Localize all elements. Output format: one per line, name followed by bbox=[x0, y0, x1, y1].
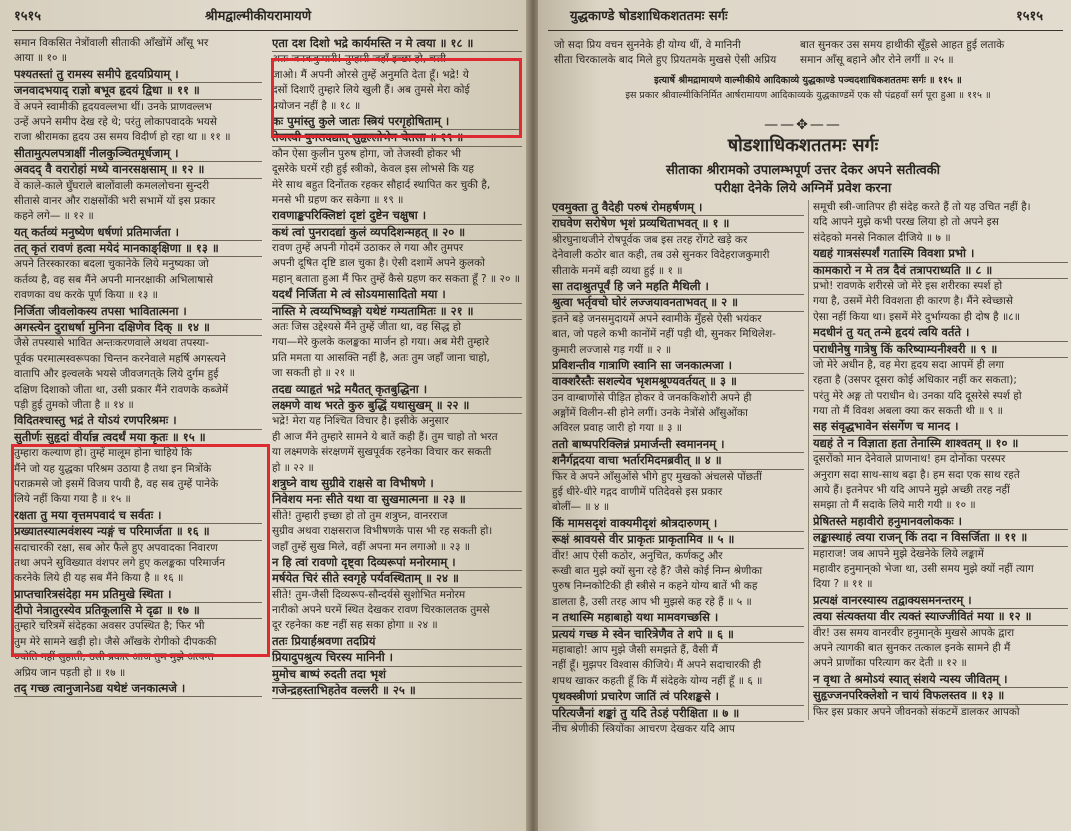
translation-line: यदि आपने मुझे कभी परख लिया हो तो अपने इस bbox=[813, 216, 999, 229]
translation-line: उन्हें अपने समीप देख रहे थे; परंतु लोकापवादके भयसे bbox=[14, 115, 217, 128]
translation-line: परंतु मेरे अङ्ग तो पराधीन थे। उनका यदि दूसरेसे स्पर्श हो bbox=[813, 389, 1022, 402]
translation-line: अपने तिरस्कारका बदला चुकानेके लिये मनुष्यका जो bbox=[14, 258, 209, 271]
sanskrit-verse-line: परित्यजैनां शङ्कां तु यदि तेऽहं परीक्षिता ॥ ७ ॥ bbox=[552, 706, 804, 722]
translation-line: जो मेरे अधीन है, वह मेरा हृदय सदा आपमें ही लगा bbox=[813, 358, 1004, 371]
highlight-box-verse-18 bbox=[271, 58, 522, 138]
translation-line: या लक्ष्मणके संरक्षणमें सुखपूर्वक रहनेका विचार कर सकती bbox=[272, 446, 492, 459]
translation-line: कर्तव्य है, वह सब मैंने अपनी मानरक्षाकी अभिलाषासे bbox=[14, 273, 214, 286]
translation-line: इतने बड़े जनसमुदायमें अपने स्वामीके मुँहसे ऐसी भयंकर bbox=[552, 312, 762, 325]
translation-line: ही आज मैंने तुम्हारे सामने ये बातें कही हैं। तुम चाहो तो भरत bbox=[272, 430, 498, 443]
translation-line: हो ॥ २२ ॥ bbox=[272, 461, 314, 474]
translation-line: रावण तुम्हें अपनी गोदमें उठाकर ले गया और तुमपर bbox=[272, 242, 464, 255]
translation-line: वे अपने स्वामीकी हृदयवल्लभा थीं। उनके प्राणवल्लभ bbox=[14, 100, 212, 113]
sanskrit-verse-line: पराधीनेषु गात्रेषु किं करिष्याम्यनीश्वरी ॥ ९ ॥ bbox=[813, 342, 1068, 358]
sanskrit-verse-line: नास्ति मे त्वय्यभिष्वङ्गो यथेष्टं गम्यतामितः ॥ २१ ॥ bbox=[272, 304, 522, 320]
translation-line: सदाचारकी रक्षा, सब ओर फैले हुए अपवादका निवारण bbox=[14, 541, 218, 554]
sanskrit-verse-line: यद्यहं गात्रसंस्पर्शं गतास्मि विवशा प्रभो । bbox=[813, 246, 1068, 262]
right-header-rule bbox=[548, 30, 1063, 31]
sanskrit-verse-line: यदर्थं निर्जिता मे त्वं सोऽयमासादितो मया । bbox=[272, 287, 522, 303]
sanskrit-verse-line: यत् कर्तव्यं मनुष्येण धर्षणां प्रतिमार्जता । bbox=[14, 225, 262, 241]
translation-line: सीते! तुम-जैसी दिव्यरूप-सौन्दर्यसे सुशोभित मनोरम bbox=[272, 588, 466, 601]
translation-line: अविरल प्रवाह जारी हो गया ॥ ३ ॥ bbox=[552, 422, 683, 435]
translation-line: श्रीरघुनाथजीने रोषपूर्वक जब इस तरह रोंगटे खड़े कर bbox=[552, 233, 748, 246]
section-heading: षोडशाधिकशततमः सर्गः bbox=[727, 135, 879, 156]
translation-line: जाओ। मैं अपनी ओरसे तुम्हें अनुमति देता हूँ। भद्रे! ये bbox=[272, 68, 469, 81]
translation-line: शपथ खाकर कहती हूँ कि मैं संदेहके योग्य नहीं हूँ ॥ ६ ॥ bbox=[552, 674, 763, 687]
sanskrit-verse-line: तद् गच्छ त्वानुजानेऽद्य यथेष्टं जनकात्मजे । bbox=[14, 681, 262, 697]
sanskrit-verse-line: एवमुक्ता तु वैदेही परुषं रोमहर्षणम् । bbox=[552, 200, 804, 216]
translation-line: मनसे भी ग्रहण कर सकेगा ॥ १९ ॥ bbox=[272, 193, 404, 206]
sanskrit-verse-line: विदितश्चास्तु भद्रं ते योऽयं रणपरिश्रमः । bbox=[14, 413, 262, 429]
top-text-line: सीता चिरकालके बाद मिले हुए प्रियतमके मुखसे ऐसी अप्रिय bbox=[554, 54, 777, 67]
translation-line: दूर रहनेका कष्ट नहीं सह सका होगा ॥ २४ ॥ bbox=[272, 619, 438, 632]
translation-line: सीते! तुम्हारी इच्छा हो तो तुम शत्रुघ्न, वानरराज bbox=[272, 509, 448, 522]
translation-line: दसों दिशाएँ तुम्हारे लिये खुली हैं। अब तुमसे मेरा कोई bbox=[272, 84, 470, 97]
translation-line: ऐसा नहीं किया था। इसमें मेरे दुर्भाग्यका ही दोष है ॥८॥ bbox=[813, 310, 1021, 323]
translation-line: वीर! उस समय वानरवीर हनुमान्‌के मुखसे आपके द्वारा bbox=[813, 626, 1015, 639]
translation-line: रावणका वध करके पूर्ण किया ॥ १३ ॥ bbox=[14, 289, 158, 302]
sanskrit-verse-line: प्रत्ययं गच्छ मे स्वेन चारित्रेणैव ते शपे ॥ ६ ॥ bbox=[552, 627, 804, 643]
translation-line: अतः जनककुमारी! तुम्हारी जहाँ इच्छा हो, चली bbox=[272, 53, 446, 66]
translation-line: फिर वे अपने आँसुओंसे भीगे हुए मुखको अंचलसे पोंछतीं bbox=[552, 470, 762, 483]
sanskrit-verse-line: न हि त्वां रावणो दृष्ट्वा दिव्यरूपां मनोरमाम् । bbox=[272, 555, 522, 571]
section-ornament: ——✥—— bbox=[764, 117, 842, 133]
sanskrit-verse-line: कथं त्वां पुनरादद्यां कुलं व्यपदिशन्महत् ॥ २० ॥ bbox=[272, 225, 522, 241]
sanskrit-verse-line: न तथास्मि महाबाहो यथा मामवगच्छसि । bbox=[552, 610, 804, 626]
translation-line: जैसे तपस्यासे भावित अन्तःकरणवाले अथवा तपस्या- bbox=[14, 337, 210, 350]
translation-line: महावीर हनुमान्‌को भेजा था, उसी समय मुझे क्यों नहीं त्याग bbox=[813, 562, 1034, 575]
translation-line: हुई धीरे-धीरे गद्गद वाणीमें पतिदेवसे इस प्रकार bbox=[552, 486, 723, 499]
translation-line: अपनी दूषित दृष्टि डाल चुका है। ऐसी दशामें अपने कुलको bbox=[272, 257, 485, 270]
sanskrit-verse-line: रावणाङ्कपरिक्लिष्टां दृष्टां दुष्टेन चक्षुषा । bbox=[272, 208, 522, 224]
top-text-line: समान आँसू बहाने और रोने लगीं ॥ २५ ॥ bbox=[800, 54, 954, 67]
sanskrit-verse-line: निर्जिता जीवलोकस्य तपसा भावितात्मना । bbox=[14, 304, 262, 320]
sanskrit-verse-line: अगस्त्येन दुराधर्षा मुनिना दक्षिणेव दिक् ॥ १४ ॥ bbox=[14, 320, 262, 336]
translation-line: समान विकसित नेत्रोंवाली सीताकी आँखोंमें आँसू भर bbox=[14, 37, 209, 49]
right-page-number: १५१५ bbox=[1016, 9, 1044, 24]
translation-line: रूखी बात मुझे क्यों सुना रहे हैं? जैसे कोई निम्न श्रेणीका bbox=[552, 564, 763, 577]
translation-line: अपने त्यागकी बात सुनकर तत्काल इनके सामने ही मैं bbox=[813, 641, 1011, 654]
translation-line: वे काले-काले घुँघराले बालोंवाली कमललोचना सुन्दरी bbox=[14, 179, 210, 192]
right-running-title: युद्धकाण्डे षोडशाधिकशततमः सर्गः bbox=[570, 9, 728, 24]
sanskrit-verse-line: मर्षयेत चिरं सीते स्वगृहे पर्यवस्थिताम् ॥ २४ ॥ bbox=[272, 571, 522, 587]
top-text-line: बात सुनकर उस समय हाथीकी सूँड़से आहत हुई लताके bbox=[800, 39, 1005, 51]
translation-line: आये हैं। इतनेपर भी यदि आपने मुझे अच्छी तरह नहीं bbox=[813, 484, 1010, 497]
sanskrit-verse-line: सुतीर्णः सुहृदां वीर्यान्न त्वदर्थं मया कृतः ॥ १५ ॥ bbox=[14, 430, 262, 446]
sanskrit-verse-line: रक्षता तु मया वृत्तमपवादं च सर्वतः । bbox=[14, 508, 262, 524]
translation-line: कहने लगे— ॥ १२ ॥ bbox=[14, 210, 94, 223]
sanskrit-verse-line: तत् कृतं रावणं हत्वा मयेदं मानकाङ्क्षिणा ॥ १३ ॥ bbox=[14, 241, 262, 257]
sanskrit-verse-line: रूक्षं श्रावयसे वीर प्राकृतः प्राकृतामिव ॥ ५ ॥ bbox=[552, 532, 804, 548]
sanskrit-verse-line: प्राप्तचारित्रसंदेहा मम प्रतिमुखे स्थिता । bbox=[14, 587, 262, 603]
translation-line: अतः जिस उद्देश्यसे मैंने तुम्हें जीता था, वह सिद्ध हो bbox=[272, 321, 461, 334]
translation-line: दूसरोंको मान देनेवाले प्राणनाथ! हम दोनोंका परस्पर bbox=[813, 453, 1006, 466]
translation-line: डालता है, उसी तरह आप भी मुझसे कह रहे हैं ॥ ५ ॥ bbox=[552, 595, 752, 608]
translation-line: प्रयोजन नहीं है ॥ १८ ॥ bbox=[272, 99, 361, 112]
translation-line: मैंने जो यह युद्धका परिश्रम उठाया है तथा इन मित्रोंके bbox=[14, 462, 212, 475]
sanskrit-verse-line: पश्यतस्तां तु रामस्य समीपे हृदयप्रियाम् । bbox=[14, 67, 262, 83]
top-text-line: जो सदा प्रिय वचन सुननेके ही योग्य थीं, वे मानिनी bbox=[554, 39, 741, 51]
translation-line: तुम्हारे चरित्रमें संदेहका अवसर उपस्थित है; फिर भी bbox=[14, 620, 205, 633]
translation-line: राजा श्रीरामका हृदय उस समय विदीर्ण हो रहा था ॥ ११ ॥ bbox=[14, 131, 231, 144]
sanskrit-verse-line: ततो बाष्पपरिक्लिन्नं प्रमार्जन्ती स्वमाननम् । bbox=[552, 437, 804, 453]
translation-line: समझा तो मैं सदाके लिये मारी गयी ॥ १० ॥ bbox=[813, 499, 976, 512]
translation-line: अनुराग सदा साथ-साथ बढ़ा है। हम सदा एक साथ रहते bbox=[813, 468, 1020, 481]
sanskrit-verse-line: जनवादभयाद् राज्ञो बभूव हृदयं द्विधा ॥ ११ ॥ bbox=[14, 83, 262, 99]
left-header-rule bbox=[12, 30, 518, 31]
translation-line: भद्रे! मेरा यह निश्चित विचार है। इसीके अनुसार bbox=[272, 415, 449, 428]
right-page bbox=[538, 0, 1071, 831]
sanskrit-verse-line: पृथक्स्त्रीणां प्रचारेण जातिं त्वं परिशङ्कसे । bbox=[552, 689, 804, 705]
translation-line: फिर इस प्रकार अपने जीवनको संकटमें डालकर आपको bbox=[813, 705, 1020, 718]
sarga-colophon bbox=[558, 73, 1058, 104]
translation-line: गया तो मैं विवश अबला क्या कर सकती थी ॥ ९ ॥ bbox=[813, 405, 1003, 418]
sanskrit-verse-line: गजेन्द्रहस्ताभिहतेव वल्लरी ॥ २५ ॥ bbox=[272, 683, 522, 699]
translation-line: वातापि और इल्वलके भयसे जीवजगत्‌के लिये दुर्गम हुई bbox=[14, 368, 219, 381]
translation-line: उन वाग्बाणोंसे पीड़ित होकर वे जनककिशोरी अपने ही bbox=[552, 391, 752, 404]
sanskrit-verse-line: वाक्शरैस्तैः सशल्येव भृशमश्रूण्यवर्तयत् ॥ ३ ॥ bbox=[552, 374, 804, 390]
translation-line: रहता है (उसपर दूसरा कोई अधिकार नहीं कर सकता); bbox=[813, 374, 1017, 387]
sanskrit-verse-line: मदधीनं तु यत् तन्मे हृदयं त्वयि वर्तते । bbox=[813, 325, 1068, 341]
translation-line: ज्योति नहीं सुहाती, उसी प्रकार आज तुम मुझे अत्यन्त bbox=[14, 651, 214, 664]
translation-line: बोलीं— ॥ ४ ॥ bbox=[552, 501, 610, 514]
translation-line: महान् बताता हुआ मैं फिर तुम्हें कैसे ग्रहण कर सकता हूँ ? ॥ २० ॥ bbox=[272, 272, 521, 285]
sanskrit-verse-line: शत्रुघ्ने वाथ सुग्रीवे राक्षसे वा विभीषणे । bbox=[272, 476, 522, 492]
translation-line: जहाँ तुम्हें सुख मिले, वहीं अपना मन लगाओ ॥ २३ ॥ bbox=[272, 540, 471, 553]
translation-line: सीतासे वानर और राक्षसोंकी भरी सभामें यों इस प्रकार bbox=[14, 194, 216, 207]
colophon-hindi: इस प्रकार श्रीवाल्मीकिनिर्मित आर्षरामायण आदिकाव्यके युद्धकाण्डमें एक सौ पंद्रहवाँ सर्ग पूरा हुआ ॥ ११५ ॥ bbox=[625, 90, 991, 102]
right-top-column-2 bbox=[800, 38, 1062, 69]
translation-line: अप्रिय जान पड़ती हो ॥ १७ ॥ bbox=[14, 666, 126, 679]
right-top-column-1 bbox=[554, 38, 794, 69]
sanskrit-verse-line: मुमोच बाष्पं रुदती तदा भृशं bbox=[272, 667, 522, 683]
sanskrit-verse-line: श्रुत्वा भर्तृवचो घोरं लज्जयावनताभवत् ॥ २ ॥ bbox=[552, 295, 804, 311]
translation-line: आया ॥ १० ॥ bbox=[14, 52, 68, 65]
sanskrit-verse-line: त्वया संत्यक्तया वीर त्यक्तं स्याज्जीवितं मया ॥ १२ ॥ bbox=[813, 609, 1068, 625]
sanskrit-verse-line: प्रविशन्तीव गात्राणि स्वानि सा जनकात्मजा । bbox=[552, 358, 804, 374]
translation-line: तुम मेरे सामने खड़ी हो। जैसे आँखके रोगीको दीपककी bbox=[14, 635, 217, 648]
sanskrit-verse-line: दीपो नेत्रातुरस्येव प्रतिकूलासि मे दृढा ॥ १७ ॥ bbox=[14, 603, 262, 619]
colophon-sanskrit: इत्यार्षे श्रीमद्रामायणे वाल्मीकीये आदिकाव्ये युद्धकाण्डे पञ्चदशाधिकशततमः सर्गः ॥ ११५ ॥ bbox=[654, 75, 962, 86]
left-page-number: १५१५ bbox=[14, 9, 42, 24]
translation-line: संदेहको मनसे निकाल दीजिये ॥ ७ ॥ bbox=[813, 231, 951, 244]
translation-line: वीर! आप ऐसी कठोर, अनुचित, कर्णकटु और bbox=[552, 549, 723, 562]
translation-line: तुम्हारा कल्याण हो। तुम्हें मालूम होना चाहिये कि bbox=[14, 447, 192, 460]
translation-line: सुग्रीव अथवा राक्षसराज विभीषणके पास भी रह सकती हो। bbox=[272, 525, 493, 538]
sanskrit-verse-line: अवदद् वै वरारोहां मध्ये वानरसक्षसाम् ॥ १२ ॥ bbox=[14, 162, 262, 178]
sanskrit-verse-line: यद्यहं ते न विज्ञाता हता तेनास्मि शाश्वतम् ॥ १० ॥ bbox=[813, 436, 1068, 452]
sanskrit-verse-line: न वृथा ते श्रमोऽयं स्यात् संशये न्यस्य जीवितम् । bbox=[813, 672, 1068, 688]
translation-line: सीताके मनमें बड़ी व्यथा हुई ॥ १ ॥ bbox=[552, 264, 683, 277]
translation-line: कुमारी लज्जासे गड़ गयीं ॥ २ ॥ bbox=[552, 343, 672, 356]
sanskrit-verse-line: सीतामुत्पलपत्राक्षीं नीलकुञ्चितमूर्धजाम् । bbox=[14, 146, 262, 162]
sanskrit-verse-line: प्रियादुपश्रुत्य चिरस्य मानिनी । bbox=[272, 650, 522, 666]
left-running-title: श्रीमद्वाल्मीकीयरामायणे bbox=[205, 9, 312, 24]
sanskrit-verse-line: राघवेण सरोषेण भृशं प्रव्यथिताभवत् ॥ १ ॥ bbox=[552, 216, 804, 232]
sanskrit-verse-line: कामकारो न मे तत्र दैवं तत्रापराध्यति ॥ ८ ॥ bbox=[813, 263, 1068, 279]
translation-line: पड़ी हुई तुमको जीता है ॥ १४ ॥ bbox=[14, 398, 134, 411]
sanskrit-verse-line: प्रत्यक्षं वानरस्यास्य तद्वाक्यसमनन्तरम् । bbox=[813, 593, 1068, 609]
sanskrit-verse-line: सा तदाश्रुतपूर्वं हि जने महति मैथिली । bbox=[552, 279, 804, 295]
sanskrit-verse-line: शनैर्गद्गदया वाचा भर्तारमिदमब्रवीत् ॥ ४ ॥ bbox=[552, 453, 804, 469]
translation-line: पूर्वक परमात्मस्वरूपका चिन्तन करनेवाले महर्षि अगस्त्यने bbox=[14, 352, 226, 365]
sanskrit-verse-line: लक्ष्मणे वाथ भरते कुरु बुद्धिं यथासुखम् ॥ २२ ॥ bbox=[272, 398, 522, 414]
highlight-box-verses-15-16 bbox=[11, 444, 270, 657]
translation-line: मेरे साथ बहुत दिनोंतक रहकर सौहार्द स्थापित कर चुकी है, bbox=[272, 178, 491, 191]
sanskrit-verse-line: ततः प्रियार्हश्रवणा तदप्रियं bbox=[272, 634, 522, 650]
translation-line: अपने प्राणोंका परित्याग कर देती ॥ १२ ॥ bbox=[813, 657, 967, 670]
translation-line: देनेवाली कठोर बात कही, तब उसे सुनकर विदेहराजकुमारी bbox=[552, 249, 770, 262]
translation-line: गया—मेरे कुलके कलङ्कका मार्जन हो गया। अब मेरी तुम्हारे bbox=[272, 336, 490, 349]
translation-line: दक्षिण दिशाको जीता था, उसी प्रकार मैंने रावणके कब्जेमें bbox=[14, 383, 229, 396]
translation-line: प्रभो! रावणके शरीरसे जो मेरे इस शरीरका स्पर्श हो bbox=[813, 279, 1003, 292]
translation-line: करनेके लिये ही यह सब मैंने किया है ॥ १६ ॥ bbox=[14, 572, 184, 585]
translation-line: नारीको अपने घरमें स्थित देखकर रावण चिरकालतक तुमसे bbox=[272, 604, 490, 617]
section-subtitle-line-2: परीक्षा देनेके लिये अग्निमें प्रवेश करना bbox=[714, 181, 892, 196]
sanskrit-verse-line: प्रख्यातस्यात्मवंशस्य न्यङ्गं च परिमार्जता ॥ १६ ॥ bbox=[14, 524, 262, 540]
translation-line: महाबाहो! आप मुझे जैसी समझते हैं, वैसी मैं bbox=[552, 643, 718, 656]
translation-line: अङ्गोंमें विलीन-सी होने लगीं। उनके नेत्रोंसे आँसुओंका bbox=[552, 407, 748, 420]
translation-line: दूसरेके घरमें रही हुई स्त्रीको, केवल इस लोभसे कि यह bbox=[272, 163, 474, 176]
sanskrit-verse-line: किं मामसदृशं वाक्यमीदृशं श्रोत्रदारुणम् । bbox=[552, 516, 804, 532]
translation-line: पुरुष निम्नकोटिकी ही स्त्रीसे न कहने योग्य बातें भी कह bbox=[552, 580, 758, 593]
translation-line: समूची स्त्री-जातिपर ही संदेह करते हैं तो यह उचित नहीं है। bbox=[813, 201, 1031, 213]
sanskrit-verse-line: सह संवृद्धभावेन संसर्गेण च मानद । bbox=[813, 419, 1068, 435]
sanskrit-verse-line: तदद्य व्याहृतं भद्रे मयैतत् कृतबुद्धिना । bbox=[272, 382, 522, 398]
translation-line: नीच श्रेणीकी स्त्रियोंका आचरण देखकर यदि आप bbox=[552, 722, 735, 735]
translation-line: महाराज! जब आपने मुझे देखनेके लिये लङ्कामें bbox=[813, 547, 984, 560]
right-column-2 bbox=[808, 200, 1068, 720]
sanskrit-verse-line: कः पुमांस्तु कुले जातः स्त्रियं परगृहोषिताम् । bbox=[272, 114, 522, 130]
sanskrit-verse-line: निवेशय मनः सीते यथा वा सुखमात्मना ॥ २३ ॥ bbox=[272, 492, 522, 508]
translation-line: लिये नहीं किया गया है ॥ १५ ॥ bbox=[14, 493, 131, 506]
translation-line: प्रति ममता या आसक्ति नहीं है, अतः तुम जहाँ जाना चाहो, bbox=[272, 351, 490, 364]
right-column-1 bbox=[552, 200, 804, 737]
translation-line: दिया ? ॥ ११ ॥ bbox=[813, 578, 873, 591]
translation-line: बात, जो पहले कभी कानोंमें नहीं पड़ी थी, सुनकर मिथिलेश- bbox=[552, 328, 776, 341]
sanskrit-verse-line: एता दश दिशो भद्रे कार्यमस्ति न मे त्वया ॥ १८ ॥ bbox=[272, 36, 522, 52]
translation-line: जा सकती हो ॥ २१ ॥ bbox=[272, 367, 355, 380]
translation-line: तथा अपने सुविख्यात वंशपर लगे हुए कलङ्कका परिमार्जन bbox=[14, 556, 226, 569]
sanskrit-verse-line: तेजस्वी पुनरादद्यात् सुहृल्लोभेन चेतसा ॥ १९ ॥ bbox=[272, 130, 522, 146]
translation-line: गया है, उसमें मेरी विवशता ही कारण है। मैंने स्वेच्छासे bbox=[813, 295, 1013, 308]
sanskrit-verse-line: लङ्कास्थाहं त्वया राजन् किं तदा न विसर्जिता ॥ ११ ॥ bbox=[813, 530, 1068, 546]
translation-line: कौन ऐसा कुलीन पुरुष होगा, जो तेजस्वी होकर भी bbox=[272, 147, 461, 160]
sanskrit-verse-line: प्रेषितस्ते महावीरो हनुमानवलोककः । bbox=[813, 514, 1068, 530]
translation-line: पराक्रमसे जो इसमें विजय पायी है, वह सब तुम्हें पानेके bbox=[14, 477, 219, 490]
translation-line: नहीं हूँ। मुझपर विश्वास कीजिये। मैं अपने सदाचारकी ही bbox=[552, 659, 762, 672]
sanskrit-verse-line: सुहृज्जनपरिक्लेशो न चायं विफलस्तव ॥ १३ ॥ bbox=[813, 688, 1068, 704]
section-subtitle-line-1: सीताका श्रीरामको उपालम्भपूर्ण उत्तर देकर अपने सतीत्वकी bbox=[665, 163, 941, 178]
